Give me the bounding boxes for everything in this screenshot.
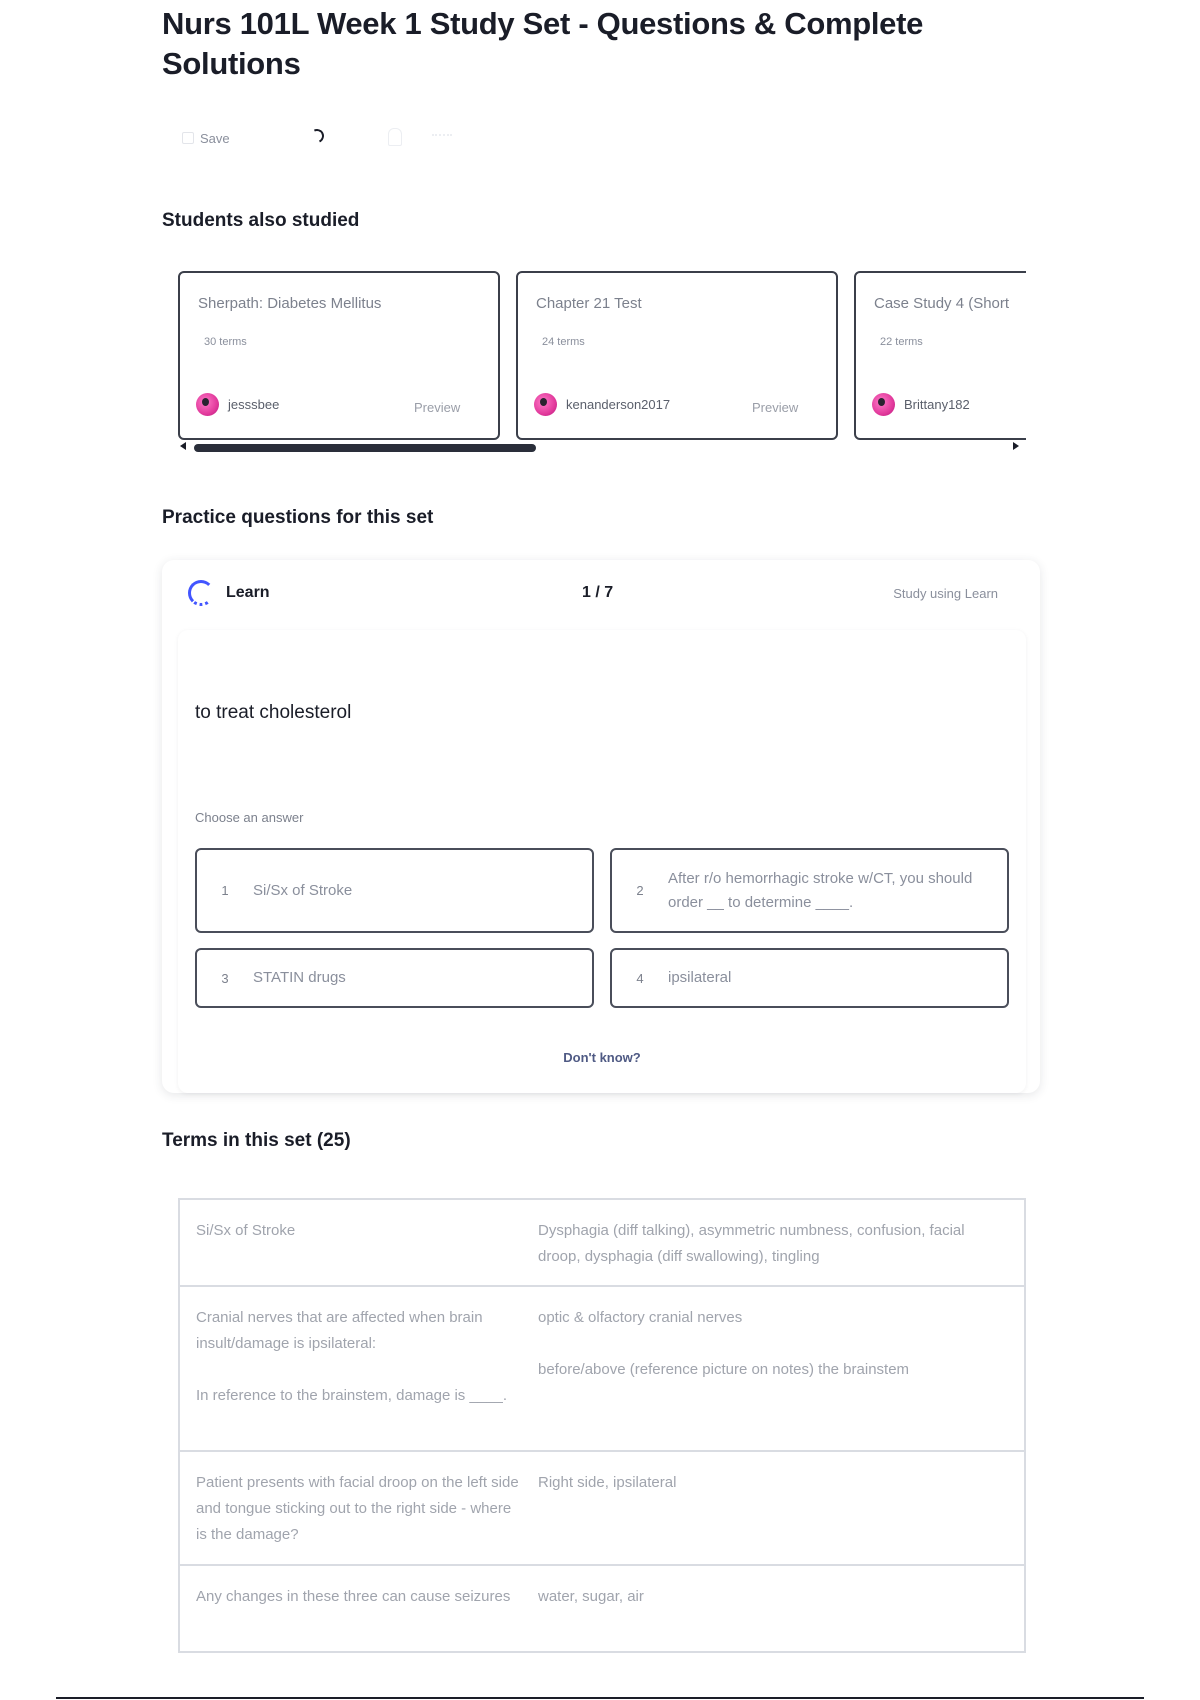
loading-spinner-icon xyxy=(308,127,326,145)
terms-table xyxy=(178,1198,1026,1653)
option-text: Si/Sx of Stroke xyxy=(253,881,353,899)
study-set-carousel xyxy=(178,271,1026,441)
question-progress: 1 / 7 xyxy=(582,584,614,601)
card-term-count: 24 terms xyxy=(542,336,585,348)
card-title: Case Study 4 (Short xyxy=(874,295,1010,312)
card-title: Chapter 21 Test xyxy=(536,295,642,312)
practice-questions-heading: Practice questions for this set xyxy=(162,507,434,528)
learn-icon xyxy=(188,580,214,606)
table-row xyxy=(178,1200,1026,1287)
preview-link[interactable]: Preview xyxy=(414,400,461,415)
avatar xyxy=(872,393,895,416)
definition-text: water, sugar, air xyxy=(538,1588,644,1605)
table-row xyxy=(178,1452,1026,1566)
carousel-scrollbar[interactable] xyxy=(194,444,536,452)
term-text: Any changes in these three can cause seizures xyxy=(196,1588,511,1605)
question-prompt: to treat cholesterol xyxy=(195,702,352,723)
term-text: Patient presents with facial droop on the left side and tongue sticking out to the right side - where is the damage? xyxy=(196,1474,523,1543)
action-bar xyxy=(182,126,230,150)
definition-text: optic & olfactory cranial nerves before/above (reference picture on notes) the brainstem xyxy=(538,1309,910,1378)
preview-link[interactable]: Preview xyxy=(752,400,799,415)
answer-option-2[interactable] xyxy=(610,848,1009,933)
definition-text: Dysphagia (diff talking), asymmetric numbness, confusion, facial droop, dysphagia (diff swallowing), tingling xyxy=(538,1222,969,1265)
card-term-count: 22 terms xyxy=(880,336,923,348)
option-number: 1 xyxy=(221,883,229,898)
save-icon xyxy=(182,132,194,144)
option-number: 3 xyxy=(221,970,229,986)
avatar xyxy=(196,393,219,416)
share-icon[interactable] xyxy=(388,128,402,146)
terms-heading: Terms in this set (25) xyxy=(162,1130,351,1151)
card-term-count: 30 terms xyxy=(204,336,247,348)
answer-option-1[interactable] xyxy=(195,848,594,933)
term-text: Si/Sx of Stroke xyxy=(196,1222,296,1239)
study-set-card[interactable] xyxy=(516,271,838,440)
table-row xyxy=(178,1566,1026,1653)
option-number: 2 xyxy=(636,883,644,898)
card-author[interactable]: jesssbee xyxy=(228,397,280,412)
study-using-learn-link[interactable]: Study using Learn xyxy=(893,586,998,601)
page-divider xyxy=(56,1697,1144,1699)
choose-answer-label: Choose an answer xyxy=(195,810,304,825)
learn-panel xyxy=(162,560,1040,1093)
learn-mode-label: Learn xyxy=(226,584,270,601)
option-text: ipsilateral xyxy=(668,969,732,986)
answer-option-3[interactable] xyxy=(195,948,594,1008)
option-number: 4 xyxy=(636,970,644,986)
definition-text: Right side, ipsilateral xyxy=(538,1474,677,1491)
scroll-left-arrow-icon[interactable] xyxy=(180,442,186,450)
students-also-studied-heading: Students also studied xyxy=(162,210,360,231)
study-set-card[interactable] xyxy=(178,271,500,440)
table-row xyxy=(178,1287,1026,1452)
card-author[interactable]: kenanderson2017 xyxy=(566,397,671,412)
dont-know-button[interactable]: Don't know? xyxy=(563,1050,641,1065)
question-card xyxy=(178,630,1026,1093)
term-text: Cranial nerves that are affected when brain insult/damage is ipsilateral: In reference to the brainstem, damage is ____. xyxy=(196,1309,508,1404)
more-options-icon[interactable] xyxy=(432,134,452,138)
page-title: Nurs 101L Week 1 Study Set - Questions & Complete Solutions xyxy=(162,6,924,81)
option-text: STATIN drugs xyxy=(253,969,346,986)
answer-option-4[interactable] xyxy=(610,948,1009,1008)
option-text: After r/o hemorrhagic stroke w/CT, you should order __ to determine ____. xyxy=(668,869,973,911)
study-set-card[interactable] xyxy=(854,271,1026,440)
save-button[interactable] xyxy=(182,131,230,146)
save-label: Save xyxy=(200,130,230,146)
card-title: Sherpath: Diabetes Mellitus xyxy=(198,295,382,312)
card-author[interactable]: Brittany182 xyxy=(904,397,970,412)
scroll-right-arrow-icon[interactable] xyxy=(1013,442,1019,450)
avatar xyxy=(534,393,557,416)
